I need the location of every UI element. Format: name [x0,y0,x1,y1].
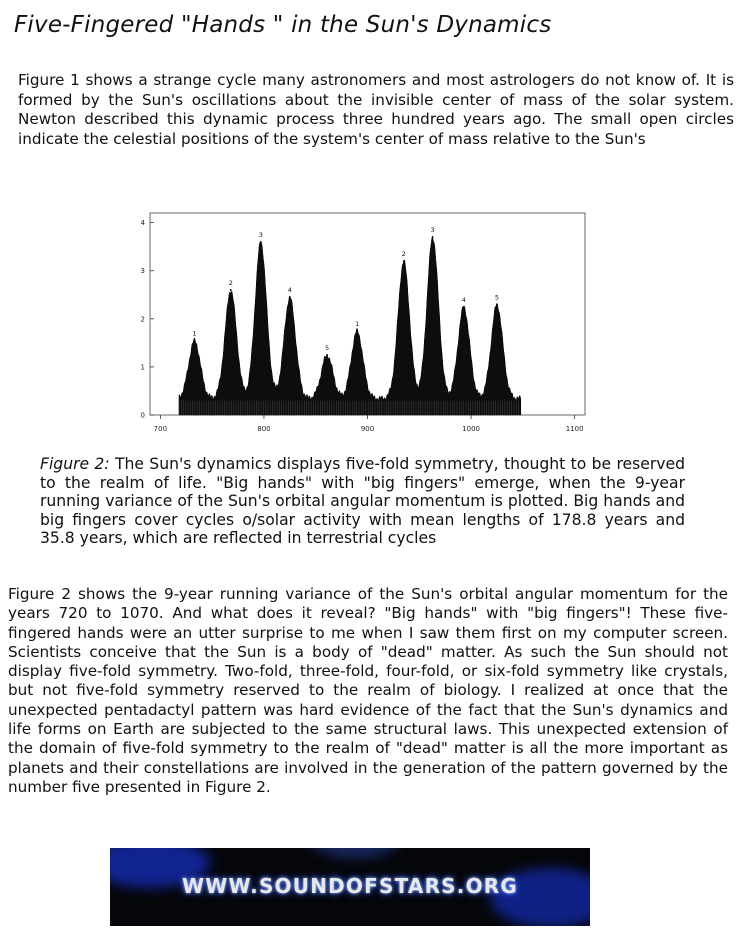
caption-label: Figure 2: [40,455,110,473]
website-banner[interactable] [110,848,590,926]
peak-label: 2 [228,278,233,287]
peak-label: 2 [401,250,406,259]
banner-text[interactable]: WWW.SOUNDOFSTARS.ORG [182,874,518,898]
peak-point [432,236,434,238]
x-tick-label: 800 [257,425,271,433]
y-tick-label: 0 [140,411,145,420]
body-paragraph: Figure 2 shows the 9-year running variance of the Sun's orbital angular momentum for the years 720 to 1070. And what does it reveal? "Big hands" with "big fingers"! These five-fingered hands were an utter surprise to me when I saw them first on my computer screen. Scientists conceive that the Sun is a body of "dead" matter. As such the Sun should not display five-fold symmetry. Two-fold, three-fold, four-fold, or six-fold symmetry like crystals, but not five-fold symmetry reserved to the realm of biology. I realized at once that the unexpected pentadactyl pattern was hard evidence of the fact that the Sun's dynamics and life forms on Earth are subjected to the same structural laws. This unexpected extension of the domain of five-fold symmetry to the realm of "dead" matter is all the more important as planets and their constellations are involved in the generation of the pattern governed by the number five presented in Figure 2. [8,585,728,796]
peak-label: 3 [258,230,263,239]
x-tick-label: 900 [360,425,375,433]
x-tick-label: 1100 [565,425,584,433]
banner-glow [310,848,400,858]
y-tick-label: 1 [140,363,145,372]
peak-label: 5 [325,343,330,352]
peak-point [260,241,262,243]
caption-text: The Sun's dynamics displays five-fold symmetry, thought to be reserved to the realm of life. "Big hands" with "big fingers" emerge, when the 9-year running variance of the Sun's orbital angular momentum is plotted. Big hands and big fingers cover cycles o/solar activity with mean lengths of 178.8 years and 35.8 years, which are reflected in terrestrial cycles [40,455,685,548]
page-title: Five-Fingered "Hands " in the Sun's Dynamics [14,12,552,38]
intro-paragraph: Figure 1 shows a strange cycle many astronomers and most astrologers do not know of. It is formed by the Sun's oscillations about the invisible center of mass of the solar system. Newton described this dynamic process three hundred years ago. The small open circles indicate the celestial positions of the system's center of mass relative to the Sun's [18,71,734,148]
chart-peaks [179,236,521,415]
variance-area [179,237,521,415]
y-tick-label: 3 [140,267,145,276]
y-tick-label: 2 [140,315,145,324]
peak-label: 1 [192,329,197,338]
peak-label: 3 [430,226,435,235]
x-tick-label: 1000 [462,425,480,433]
peak-point [289,296,291,298]
peak-label: 4 [461,295,466,304]
peak-label: 5 [494,293,500,302]
peak-point [403,260,405,262]
peak-point [326,354,328,356]
x-tick-label: 700 [153,425,168,433]
figure-caption [40,455,685,567]
peak-point [496,303,498,305]
chart-labels [192,226,499,352]
peak-label: 4 [287,286,292,295]
peak-label: 1 [355,319,360,328]
peak-point [230,289,232,291]
y-tick-label: 4 [140,219,145,228]
peak-point [463,306,465,308]
peak-point [194,340,196,342]
figure-2-chart [130,205,590,445]
peak-point [356,330,358,332]
